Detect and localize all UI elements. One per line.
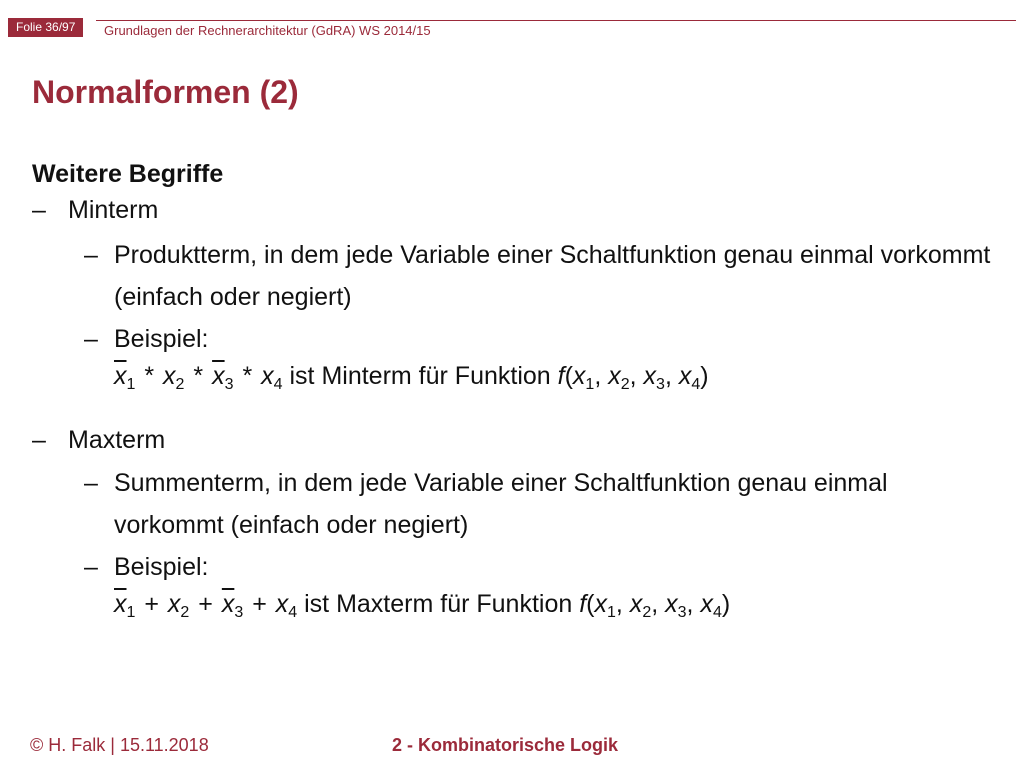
bullet-minterm [32,196,158,225]
bullet-maxterm-example [84,546,1004,588]
bullet-maxterm [32,426,165,455]
dash-marker: – [32,426,46,454]
slide-title: Normalformen (2) [32,74,299,110]
bullet-minterm-definition [84,234,1004,318]
header-divider [96,20,1016,21]
maxterm-formula: $\overline{x}_1 + x_2 + \overline{x}_3 + x_4$ ist Maxterm für Funktion $f(x_1$, $x_2$, $x_3$, $x_4$) [114,590,731,621]
dash-marker: – [84,553,98,581]
section-heading: Weitere Begriffe [32,160,224,188]
dash-marker: – [84,469,98,497]
minterm-formula-suffix: ist Minterm für Funktion [289,362,551,390]
minterm-label: Minterm [68,196,159,224]
footer-author: © H. Falk | 15.11.2018 [30,735,209,755]
footer-chapter: 2 - Kombinatorische Logik [392,735,619,755]
maxterm-formula-suffix: ist Maxterm für Funktion [304,590,573,618]
minterm-definition: Produktterm, in dem jede Variable einer Schaltfunktion genau einmal vorkommt (einfach oder negiert) [114,241,991,311]
dash-marker: – [84,241,98,269]
course-title: Grundlagen der Rechnerarchitektur (GdRA) WS 2014/15 [104,23,431,38]
slide-number-badge: Folie 36/97 [8,18,83,37]
bullet-minterm-example [84,318,1004,360]
maxterm-definition: Summenterm, in dem jede Variable einer Schaltfunktion genau einmal vorkommt (einfach oder negiert) [114,469,888,539]
maxterm-example-label: Beispiel: [114,553,209,581]
dash-marker: – [32,196,46,224]
maxterm-label: Maxterm [68,426,166,454]
dash-marker: – [84,325,98,353]
minterm-example-label: Beispiel: [114,325,209,353]
minterm-formula: $\overline{x}_1 * x_2 * \overline{x}_3 * x_4$ ist Minterm für Funktion $f(x_1$, $x_2$, $x_3$, $x_4$) [114,362,709,393]
bullet-maxterm-definition [84,462,1004,546]
